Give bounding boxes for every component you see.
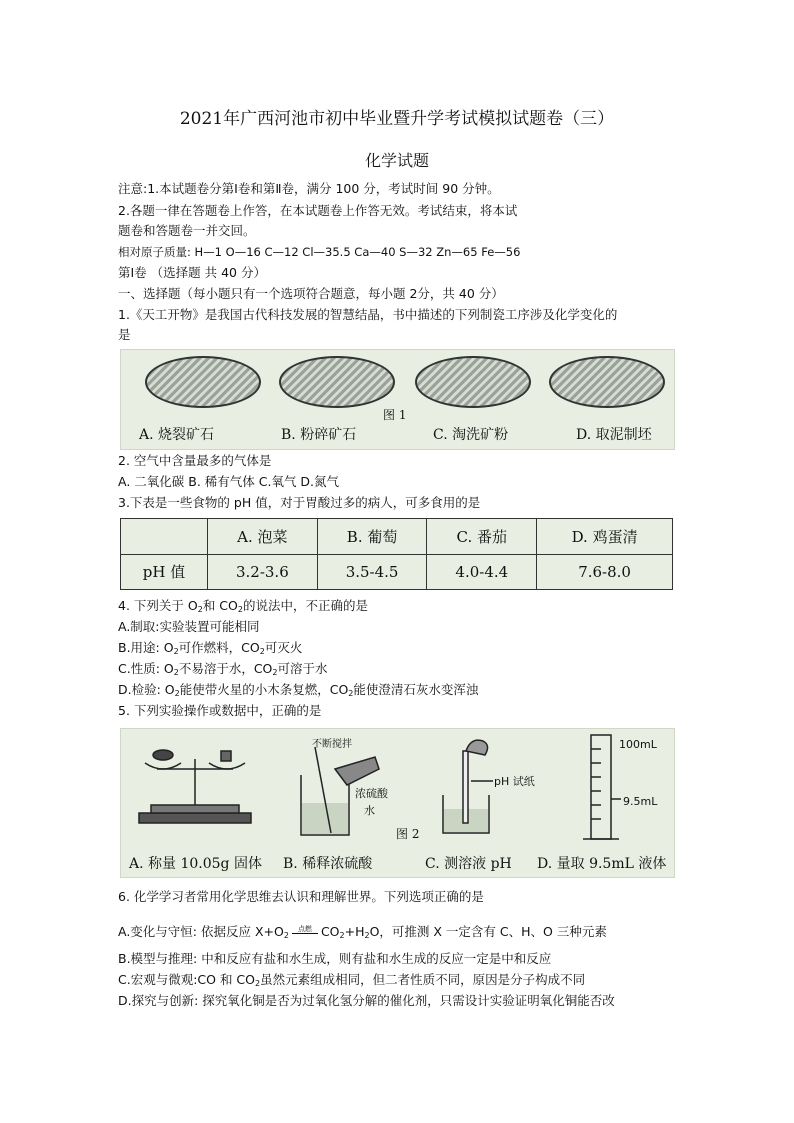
- q5-figure-caption: 图 2: [396, 827, 420, 841]
- q2-options: A. 二氧化碳 B. 稀有气体 C.氧气 D.氮气: [118, 474, 340, 489]
- q1-figure-caption: 图 1: [383, 408, 407, 422]
- q3-stem: 3.下表是一些食物的 pH 值，对于胃酸过多的病人，可多食用的是: [118, 495, 481, 510]
- table-header-cell: B. 葡萄: [317, 519, 427, 555]
- q1-option-a: A. 烧裂矿石: [139, 427, 215, 443]
- ph-test-icon: [443, 740, 493, 833]
- label-100ml: 100mL: [619, 738, 657, 751]
- q1-image-b: [279, 356, 395, 408]
- q1-image-c: [415, 356, 531, 408]
- table-cell: 7.6-8.0: [537, 554, 673, 590]
- part-heading: 第Ⅰ卷 （选择题 共 40 分）: [118, 265, 266, 280]
- q1-stem-a: 1.《天工开物》是我国古代科技发展的智慧结晶，书中描述的下列制瓷工序涉及化学变化的: [118, 307, 618, 322]
- table-cell: 3.2-3.6: [208, 554, 318, 590]
- page-title: 2021年广西河池市初中毕业暨升学考试模拟试题卷（三）: [179, 109, 615, 129]
- reaction-arrow-icon: 点燃: [292, 931, 318, 934]
- atomic-masses: 相对原子质量: H—1 O—16 C—12 Cl—35.5 Ca—40 S—32 Zn—65 Fe—56: [118, 245, 521, 259]
- q6-option-a: A.变化与守恒: 依据反应 $X+O_2$ 点燃 $CO_2+H_2O$，可推测 X 一定含有 C、H、O 三种元素: [118, 924, 607, 940]
- note-2b: 题卷和答题卷一并交回。: [118, 223, 256, 238]
- q6-option-d: D.探究与创新: 探究氧化铜是否为过氧化氢分解的催化剂，只需设计实验证明氧化铜能否改: [118, 993, 615, 1008]
- label-9-5ml: 9.5mL: [623, 795, 658, 808]
- table-header-cell: C. 番茄: [427, 519, 537, 555]
- table-row-label: pH 值: [121, 554, 208, 590]
- note-1: 注意:1.本试题卷分第Ⅰ卷和第Ⅱ卷，满分 100 分，考试时间 90 分钟。: [118, 181, 500, 196]
- q4-stem: 4. 下列关于 $O_2$和 $CO_2$的说法中，不正确的是: [118, 598, 368, 614]
- q1-option-b: B. 粉碎矿石: [281, 427, 357, 443]
- table-cell: 4.0-4.4: [427, 554, 537, 590]
- q1-image-d: [549, 356, 665, 408]
- table-cell: 3.5-4.5: [317, 554, 427, 590]
- q3-ph-table: [120, 518, 673, 590]
- q6-option-c: C.宏观与微观:CO 和 $CO_2$虽然元素组成相同，但二者性质不同，原因是分子构成不同: [118, 972, 586, 988]
- section-heading: 一、选择题（每小题只有一个选项符合题意，每小题 2分，共 40 分）: [118, 286, 504, 301]
- q4-option-a: A.制取:实验装置可能相同: [118, 619, 260, 634]
- q5-stem: 5. 下列实验操作或数据中，正确的是: [118, 703, 322, 718]
- label-acid: 浓硫酸: [355, 787, 388, 800]
- q1-stem-b: 是: [118, 327, 131, 342]
- balance-icon: [139, 750, 251, 823]
- note-2a: 2.各题一律在答题卷上作答，在本试题卷上作答无效。考试结束，将本试: [118, 203, 518, 218]
- q1-option-c: C. 淘洗矿粉: [433, 427, 509, 443]
- q2-stem: 2. 空气中含量最多的气体是: [118, 453, 272, 468]
- table-row: [121, 519, 673, 555]
- q4-option-c: C.性质: $O_2$不易溶于水，$CO_2$可溶于水: [118, 661, 328, 677]
- q4-option-d: D.检验: $O_2$能使带火星的小木条复燃，$CO_2$能使澄清石灰水变浑浊: [118, 682, 479, 698]
- q5-option-c: C. 测溶液 pH: [425, 856, 512, 872]
- q5-option-b: B. 稀释浓硫酸: [283, 856, 373, 872]
- label-stir: 不断搅拌: [312, 739, 352, 750]
- q1-image-a: [145, 356, 261, 408]
- label-ph-paper: pH 试纸: [494, 775, 535, 788]
- table-row: [121, 554, 673, 590]
- q1-figure: [120, 349, 675, 450]
- q5-option-d: D. 量取 9.5mL 液体: [537, 856, 667, 872]
- label-water: 水: [364, 804, 375, 817]
- measuring-cylinder-icon: [583, 735, 621, 839]
- table-header-cell: [121, 519, 208, 555]
- q5-option-a: A. 称量 10.05g 固体: [129, 856, 262, 872]
- page-subtitle: 化学试题: [364, 151, 429, 170]
- table-header-cell: A. 泡菜: [208, 519, 318, 555]
- q6-option-b: B.模型与推理: 中和反应有盐和水生成，则有盐和水生成的反应一定是中和反应: [118, 951, 552, 966]
- q4-option-b: B.用途: $O_2$可作燃料，$CO_2$可灭火: [118, 640, 303, 656]
- q5-figure: [120, 728, 675, 878]
- table-header-cell: D. 鸡蛋清: [537, 519, 673, 555]
- q1-option-d: D. 取泥制坯: [576, 427, 652, 443]
- q6-stem: 6. 化学学习者常用化学思维去认识和理解世界。下列选项正确的是: [118, 889, 484, 904]
